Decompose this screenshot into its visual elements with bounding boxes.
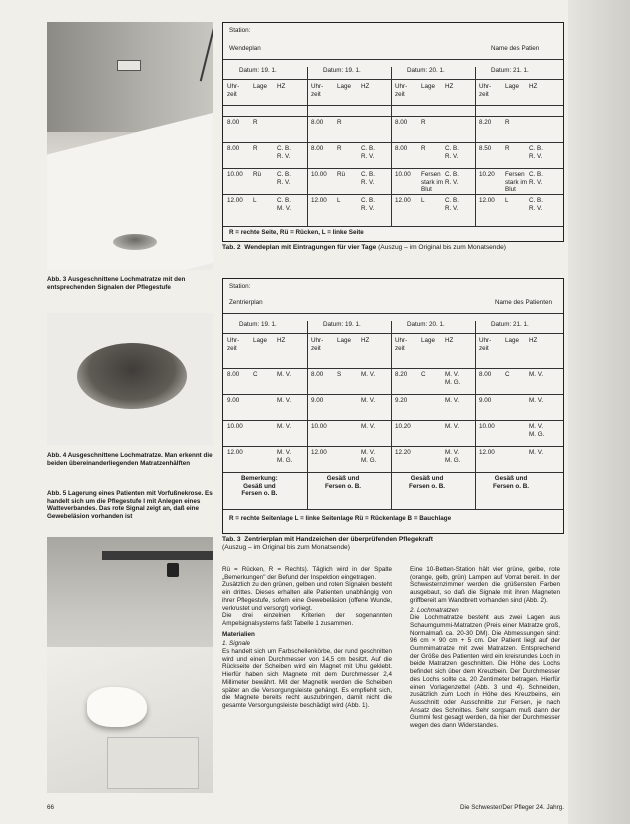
page-number: 66 <box>47 804 55 811</box>
table-cell: C. B. R. V. <box>361 145 375 160</box>
column-header: HZ <box>361 337 370 344</box>
group-divider <box>307 321 308 509</box>
table-cell: M. V. <box>361 397 376 404</box>
mattress-hole <box>113 234 157 250</box>
table-cell: L <box>505 197 509 204</box>
page-edge-strip <box>568 0 630 824</box>
table-cell: M. V. M. G. <box>445 449 461 464</box>
table-cell: L <box>421 197 425 204</box>
column-header: HZ <box>361 83 370 90</box>
t1-legend: R = rechte Seite, Rü = Rücken, L = linke Seite <box>229 229 364 236</box>
t2-legend: R = rechte Seitenlage L = linke Seitenlage Rü = Rückenlage B = Bauchlage <box>229 515 452 522</box>
table-cell: 10.20 <box>479 171 495 178</box>
photo-mattress-2 <box>47 313 213 445</box>
table-cell: 10.20 <box>395 423 411 430</box>
table-cell: 8.00 <box>311 371 324 378</box>
table-cell: M. V. M. G. <box>445 371 461 386</box>
date-label: Datum: 21. 1. <box>491 67 529 74</box>
table-cell: C. B. R. V. <box>445 171 459 186</box>
column-header: Uhr- zeit <box>479 83 492 98</box>
table-cell: 9.00 <box>227 397 240 404</box>
table-cell: 12.00 <box>479 449 495 456</box>
body-right-p2: Die Lochmatratze besteht aus zwei Lagen aus Schaumgummi-Matratzen (Preis einer Matratze groß, Normalmaß ca. 20-30 DM). Die Abmessungen sind: 96 cm × 90 cm + 5 cm. Der Patient liegt auf der Gummimatratze mit zwei Matratzen. Entsprechend der Größe des Patienten wird ein kreisrundes Loch in beide Matratzen geschnitten. Die Höhe des Lochs befindet sich über dem Kreuzbein. Der Durchmesser des Lochs sollte ca. 20 Zentimeter betragen. Hierfür einen Vorlagenzettel (Abb. 3 und 4). Schneiden, zusätzlich zum Loch in Höhe des Kreuzbeins, ein Ausschnitt oder Ausschnitte zur Fersen, je nach Ansatz des Schnittes. Sehr sorgsam muß dann der Gummi fest gesagt werden, da hier der Durchmesser wegen des dann Widerstandes. <box>410 614 560 730</box>
table-cell: M. V. <box>529 371 544 378</box>
table-cell: 10.00 <box>395 171 411 178</box>
table-cell: 12.00 <box>227 449 243 456</box>
row-divider <box>223 472 563 473</box>
table-cell: 12.00 <box>395 197 411 204</box>
table-cell: C. B. R. V. <box>529 171 543 186</box>
date-divider <box>223 79 563 80</box>
column-header: Lage <box>421 83 436 90</box>
row-divider <box>223 420 563 421</box>
column-header: Lage <box>505 337 520 344</box>
body-left-p4: Es handelt sich um Farbschellenkörbe, der rund geschnitten wird und einen Durchmesser von 14,5 cm besitzt. Auf die Rückseite der Scheiben wird ein Magnet mit Uhu geklebt. Hierfür haben sich Magnete mit dem Durchmesser 2,4 Millimeter bewährt. Mit der Magnetik werden die Scheiben später an die Versorgungsleiste gehängt. Es empfiehlt sich, die Magnete bereits recht auszubringen, damit nicht die gesamte Versorgungsleiste beschädigt wird (Abb. 1). <box>222 648 392 709</box>
group-divider <box>307 67 308 226</box>
heading-lochmatratzen: 2. Lochmatratzen <box>410 606 459 614</box>
column-header: Uhr- zeit <box>311 337 324 352</box>
t1-title: Wendeplan <box>229 45 261 52</box>
table-cell: M. V. <box>445 397 460 404</box>
column-header: Uhr- zeit <box>311 83 324 98</box>
group-divider <box>475 321 476 509</box>
row-divider <box>223 446 563 447</box>
column-header: Lage <box>337 83 352 90</box>
caption-tab3: Tab. 3 Zentrierplan mit Handzeichen der überprüfenden Pflegekraft (Auszug – im Original bis zum Monatsende) <box>222 536 433 551</box>
caption-abb4: Abb. 4 Ausgeschnittene Lochmatratze. Man erkennt die beiden übereinanderliegenden Matratzenhälften <box>47 452 213 467</box>
column-header: Lage <box>505 83 520 90</box>
row-divider <box>223 194 563 195</box>
column-header: Uhr- zeit <box>227 337 240 352</box>
table-cell: M. V. <box>445 423 460 430</box>
table-cell: 8.00 <box>479 371 492 378</box>
table-cell: 12.00 <box>311 449 327 456</box>
group-divider <box>475 67 476 226</box>
table-cell: M. V. <box>277 371 292 378</box>
t1-station: Station: <box>229 27 251 34</box>
journal-footer: Die Schwester/Der Pfleger 24. Jahrg. <box>460 804 564 811</box>
table-cell: R <box>505 119 510 126</box>
row-divider <box>223 116 563 117</box>
table-cell: 10.00 <box>311 423 327 430</box>
caption-abb5: Abb. 5 Lagerung eines Patienten mit Vorfußnekrose. Es handelt sich um die Pflegestufe I mit Anlegen eines Watteverbandes. Das rote Signal zeigt an, daß eine Gewebeläsion vorhanden ist <box>47 490 213 520</box>
table-cell: Rü <box>253 171 262 178</box>
body-column-right <box>410 566 560 730</box>
table-cell: M. V. <box>277 397 292 404</box>
table-cell: 8.00 <box>395 119 408 126</box>
table-cell: R <box>253 119 258 126</box>
heading-materialien: Materialien <box>222 630 255 638</box>
table-cell: M. V. M. G. <box>277 449 293 464</box>
table-cell: R <box>421 119 426 126</box>
date-label: Datum: 19. 1. <box>323 321 361 328</box>
table-cell: L <box>253 197 257 204</box>
column-header: HZ <box>529 337 538 344</box>
t2-station: Station: <box>229 283 251 290</box>
table-cell: C. B. M. V. <box>277 197 292 212</box>
table-cell: R <box>505 145 510 152</box>
table-cell: R <box>337 119 342 126</box>
date-divider <box>223 333 563 334</box>
table-cell: 8.20 <box>395 371 408 378</box>
column-header: Uhr- zeit <box>479 337 492 352</box>
table-cell: 8.00 <box>227 371 240 378</box>
table-cell: C. B. R. V. <box>361 197 375 212</box>
table-cell: C. B. R. V. <box>529 145 543 160</box>
table-cell: R <box>253 145 258 152</box>
row-divider <box>223 168 563 169</box>
column-header: HZ <box>277 83 286 90</box>
body-left-p2: Zusätzlich zu den grünen, gelben und roten Signalen besteht ein drittes. Dieses erhalten alle Patienten unabhängig von ihrer Pflegestufe, sofern eine Gewebeläsion (offene Wunde, verkrustet und versorgt) vorliegt. <box>222 581 392 612</box>
table-cell: M. V. <box>361 423 376 430</box>
body-column-left <box>222 566 392 710</box>
table-cell: 9.00 <box>311 397 324 404</box>
table-cell: M. V. <box>277 423 292 430</box>
mattress-hole-large <box>77 343 187 409</box>
table-cell: C <box>253 371 258 378</box>
table-cell: 8.00 <box>311 119 324 126</box>
table-cell: 12.00 <box>479 197 495 204</box>
supply-rail <box>102 551 213 560</box>
table-cell: Rü <box>337 171 346 178</box>
table-cell: M. V. M. G. <box>361 449 377 464</box>
table-cell: Fersen stark im Blut <box>505 171 528 194</box>
t2-patient-name: Name des Patienten <box>495 299 553 306</box>
table-cell: 9.00 <box>479 397 492 404</box>
column-header: Uhr- zeit <box>227 83 240 98</box>
wall-shadow <box>47 22 213 132</box>
table-cell: S <box>337 371 342 378</box>
caption-tab2: Tab. 2 Wendeplan mit Eintragungen für vier Tage (Auszug – im Original bis zum Monatsende) <box>222 244 507 251</box>
table-cell: 8.50 <box>479 145 492 152</box>
table-cell: M. V. <box>529 397 544 404</box>
table-cell: R <box>337 145 342 152</box>
column-header: Uhr- zeit <box>395 83 408 98</box>
table-cell: C. B. R. V. <box>445 197 459 212</box>
date-label: Datum: 20. 1. <box>407 67 445 74</box>
wall-sign <box>117 60 141 71</box>
remark-cell: Gesäß und Fersen o. B. <box>325 475 362 490</box>
remark-cell: Gesäß und Fersen o. B. <box>409 475 446 490</box>
photo-mattress-1 <box>47 22 213 270</box>
date-label: Datum: 20. 1. <box>407 321 445 328</box>
photo-patient <box>47 537 213 793</box>
body-left-p1: Rü = Rücken, R = Rechts). Täglich wird in der Spalte „Bemerkungen" der Befund der Inspektion eingetragen. <box>222 566 392 581</box>
table-cell: C <box>421 371 426 378</box>
column-header: HZ <box>277 337 286 344</box>
remark-cell: Bemerkung: Gesäß und Fersen o. B. <box>241 475 278 498</box>
date-label: Datum: 19. 1. <box>239 67 277 74</box>
table-cell: 8.00 <box>227 145 240 152</box>
caption-abb3: Abb. 3 Ausgeschnittene Lochmatratze mit den entsprechenden Signalen der Pflegestufe <box>47 276 186 291</box>
column-header: HZ <box>445 337 454 344</box>
column-header: Lage <box>337 337 352 344</box>
table-cell: 8.00 <box>227 119 240 126</box>
table-cell: C. B. R. V. <box>529 197 543 212</box>
table-cell: M. V. <box>529 449 544 456</box>
heading-signale: 1. Signale <box>222 640 251 648</box>
t1-patient-name: Name des Patien <box>491 45 540 52</box>
table-cell: 10.00 <box>479 423 495 430</box>
row-divider <box>223 394 563 395</box>
date-label: Datum: 21. 1. <box>491 321 529 328</box>
column-header: HZ <box>445 83 454 90</box>
column-header: Lage <box>421 337 436 344</box>
table-cell: 10.00 <box>227 423 243 430</box>
table-cell: Fersen stark im Blut <box>421 171 444 194</box>
table-cell: C <box>505 371 510 378</box>
column-header: Uhr- zeit <box>395 337 408 352</box>
t2-title: Zentrierplan <box>229 299 263 306</box>
table-cell: 12.00 <box>227 197 243 204</box>
table-zentrierplan <box>222 278 564 534</box>
table-cell: 8.00 <box>395 145 408 152</box>
column-header: Lage <box>253 83 268 90</box>
table-cell: C. B. R. V. <box>277 171 291 186</box>
table-cell: C. B. R. V. <box>445 145 459 160</box>
table-cell: 12.00 <box>311 197 327 204</box>
group-divider <box>391 67 392 226</box>
row-divider <box>223 368 563 369</box>
table-cell: 10.00 <box>227 171 243 178</box>
body-left-p3: Die drei einzelnen Kriterien der sogenannten Ampelsignalsystems faßt Tabelle 1 zusammen. <box>222 612 392 627</box>
date-label: Datum: 19. 1. <box>323 67 361 74</box>
bandaged-foot <box>87 687 147 727</box>
column-header: HZ <box>529 83 538 90</box>
table-cell: C. B. R. V. <box>277 145 291 160</box>
table-cell: 8.20 <box>479 119 492 126</box>
table-cell: M. V. <box>361 371 376 378</box>
table-cell: 12.20 <box>395 449 411 456</box>
table-cell: 10.00 <box>311 171 327 178</box>
table-cell: L <box>337 197 341 204</box>
table-cell: R <box>421 145 426 152</box>
table-wendeplan <box>222 22 564 242</box>
table-cell: C. B. R. V. <box>361 171 375 186</box>
signal-disc <box>167 563 179 577</box>
towel <box>107 737 199 789</box>
table-cell: 8.00 <box>311 145 324 152</box>
group-divider <box>391 321 392 509</box>
date-label: Datum: 19. 1. <box>239 321 277 328</box>
body-right-p1: Eine 10-Betten-Station hält vier grüne, gelbe, rote (orange, gelb, grün) Lampen auf Vorrat bereit. In der Schwesternzimmer werden die grüßensten Farben ausgebaut, so daß die Signale mit ihren Magneten griffbereit am Wandbrett vorhanden sind (Abb. 2). <box>410 566 560 604</box>
table-cell: 9.20 <box>395 397 408 404</box>
row-divider <box>223 142 563 143</box>
table-cell: M. V. M. G. <box>529 423 545 438</box>
column-header: Lage <box>253 337 268 344</box>
remark-cell: Gesäß und Fersen o. B. <box>493 475 530 490</box>
